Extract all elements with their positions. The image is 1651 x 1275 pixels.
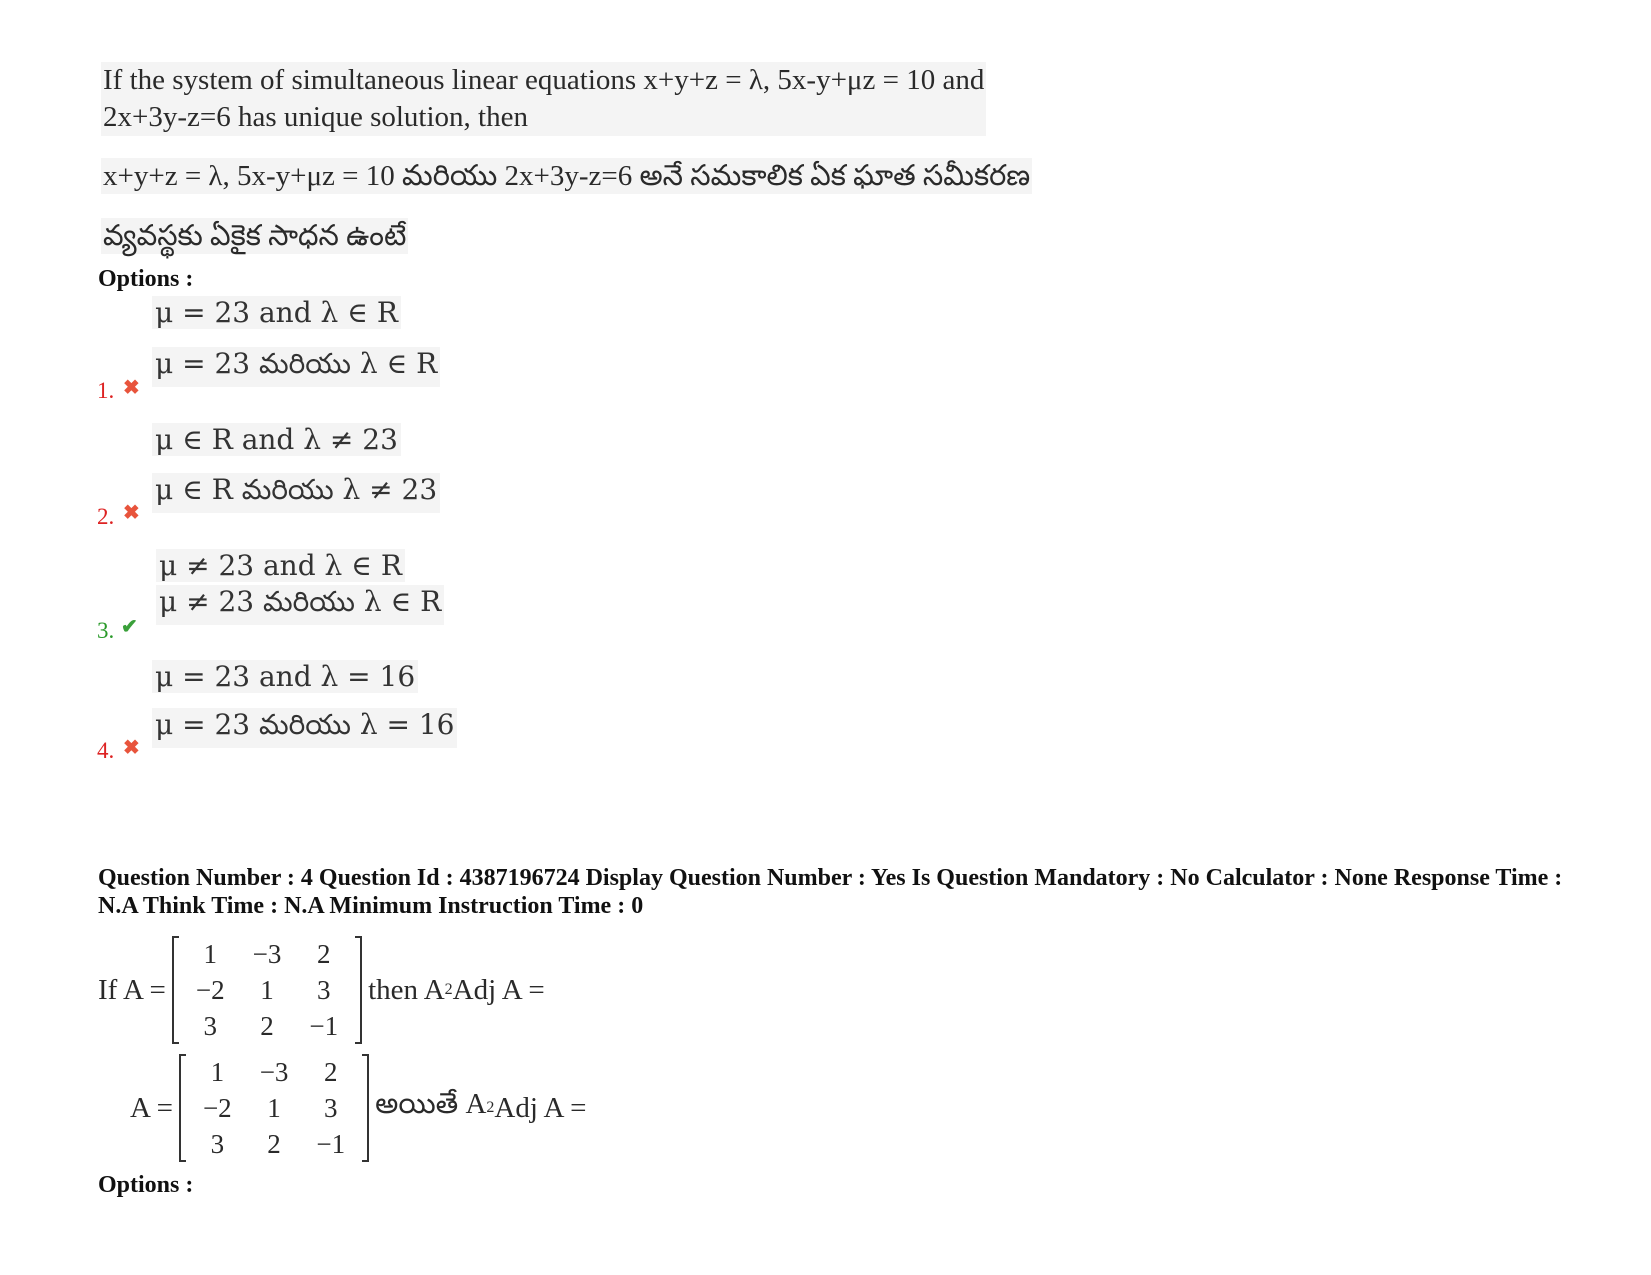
matrix-cell: −2 bbox=[195, 974, 225, 1005]
option-3-number: 3. bbox=[97, 618, 115, 643]
matrix-cell: −3 bbox=[252, 938, 282, 969]
options-label-next: Options : bbox=[98, 1172, 194, 1198]
matrix-question-telugu bbox=[130, 1054, 587, 1162]
matrix-cell: 3 bbox=[317, 974, 331, 1005]
question-text-english bbox=[101, 62, 986, 136]
question-metadata: Question Number : 4 Question Id : 4387196724 Display Question Number : Yes Is Question Mandatory : No Calculator : None Response Time : N.A Think Time : N.A Minimum Instruction Time : 0 bbox=[98, 865, 1563, 919]
option-3-english: μ ≠ 23 and λ ∈ R bbox=[156, 549, 405, 582]
option-4-number: 4. bbox=[97, 738, 115, 763]
matrix-suffix: then A bbox=[368, 973, 445, 1006]
options-label: Options : bbox=[98, 266, 194, 292]
matrix-a bbox=[172, 936, 362, 1044]
option-3-telugu: μ ≠ 23 మరియు λ ∈ R bbox=[156, 585, 444, 625]
matrix-cell: 1 bbox=[260, 974, 274, 1005]
matrix-cell: −1 bbox=[316, 1128, 346, 1159]
matrix-question-english bbox=[98, 936, 545, 1044]
matrix-cell: 2 bbox=[260, 1010, 274, 1041]
matrix-tail: Adj A = bbox=[494, 1091, 587, 1124]
question-text-telugu-1: x+y+z = λ, 5x-y+μz = 10 మరియు 2x+3y-z=6 అనే సమకాలిక ఏక ఘాత సమీకరణ bbox=[103, 160, 1031, 192]
wrong-mark-icon: ✖ bbox=[123, 377, 140, 399]
question-line-2: 2x+3y-z=6 has unique solution, then bbox=[103, 101, 528, 133]
power-exponent: 2 bbox=[444, 981, 453, 998]
option-4-english: μ = 23 and λ = 16 bbox=[152, 660, 418, 693]
option-1-number: 1. bbox=[97, 378, 115, 403]
matrix-cell: −3 bbox=[259, 1056, 289, 1087]
option-1-telugu: μ = 23 మరియు λ ∈ R bbox=[152, 347, 440, 387]
wrong-mark-icon: ✖ bbox=[123, 502, 140, 524]
matrix-prefix: A = bbox=[130, 1091, 173, 1124]
question-line-1: If the system of simultaneous linear equations x+y+z = λ, 5x-y+μz = 10 and bbox=[103, 64, 985, 96]
question-text-telugu-2: వ్యవస్థకు ఏకైక సాధన ఉంటే bbox=[103, 220, 407, 252]
option-2-number: 2. bbox=[97, 504, 115, 529]
option-1-english: μ = 23 and λ ∈ R bbox=[152, 296, 401, 329]
matrix-cell: 2 bbox=[267, 1128, 281, 1159]
matrix-cell: 2 bbox=[324, 1056, 338, 1087]
option-2-telugu: μ ∈ R మరియు λ ≠ 23 bbox=[152, 473, 440, 513]
matrix-cell: 1 bbox=[203, 938, 218, 969]
matrix-cell: −2 bbox=[202, 1092, 232, 1123]
matrix-cell: 1 bbox=[267, 1092, 281, 1123]
matrix-cell: 2 bbox=[317, 938, 331, 969]
matrix-prefix: If A = bbox=[98, 973, 166, 1006]
matrix-cell: −1 bbox=[309, 1010, 339, 1041]
matrix-tail: Adj A = bbox=[452, 973, 545, 1006]
matrix-cell: 3 bbox=[210, 1128, 225, 1159]
wrong-mark-icon: ✖ bbox=[123, 737, 140, 759]
matrix-cell: 3 bbox=[324, 1092, 338, 1123]
matrix-suffix: అయితే A bbox=[375, 1088, 487, 1120]
check-mark-icon: ✔ bbox=[121, 616, 138, 638]
option-4-telugu: μ = 23 మరియు λ = 16 bbox=[152, 708, 457, 748]
option-2-english: μ ∈ R and λ ≠ 23 bbox=[152, 423, 401, 456]
matrix-a bbox=[179, 1054, 369, 1162]
power-exponent: 2 bbox=[486, 1099, 495, 1116]
matrix-cell: 1 bbox=[210, 1056, 225, 1087]
matrix-cell: 3 bbox=[203, 1010, 218, 1041]
